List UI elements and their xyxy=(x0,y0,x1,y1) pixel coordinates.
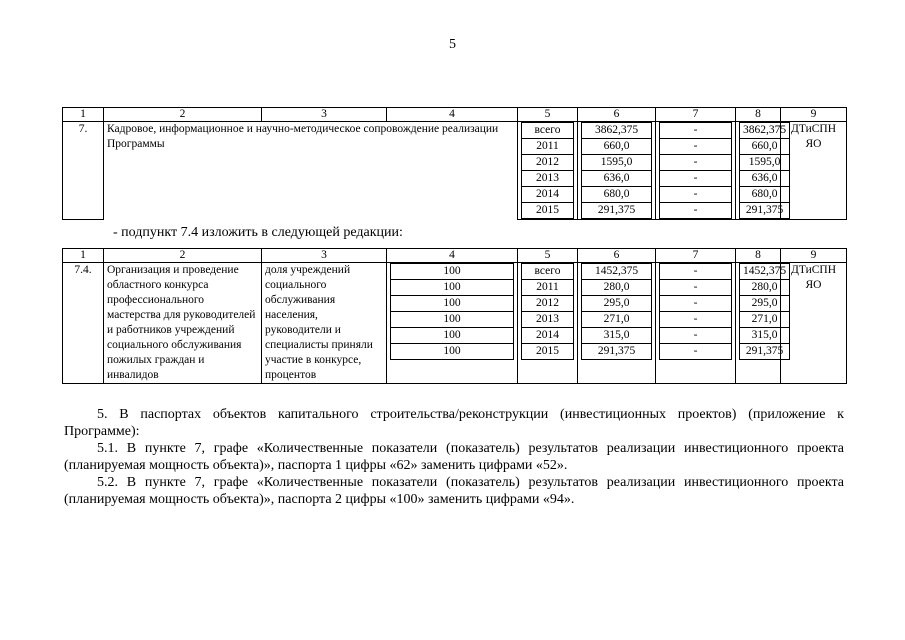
dash: - xyxy=(660,187,732,203)
amount: 3862,375 xyxy=(582,123,652,139)
table-program-item-7 xyxy=(62,107,847,220)
table-program-item-7-4 xyxy=(62,248,847,384)
dash: - xyxy=(660,171,732,187)
year: 2015 xyxy=(522,344,574,360)
col4-cell xyxy=(387,263,518,384)
value: 100 xyxy=(391,296,514,312)
year: всего xyxy=(522,123,574,139)
col-header: 1 xyxy=(63,249,104,263)
year: 2012 xyxy=(522,155,574,171)
col6-cell xyxy=(578,263,656,384)
year: 2011 xyxy=(522,139,574,155)
year: 2012 xyxy=(522,296,574,312)
dash: - xyxy=(660,344,732,360)
amount: 3862,375 xyxy=(740,123,790,139)
amount: 660,0 xyxy=(740,139,790,155)
value: 100 xyxy=(391,344,514,360)
value: 100 xyxy=(391,312,514,328)
item-name: Организация и проведение областного конкурса профессионального мастерства для руководителей и работников учреждений социального обслуживания пожилых граждан и инвалидов xyxy=(104,263,262,384)
year: всего xyxy=(522,264,574,280)
table-row xyxy=(63,263,847,384)
col-header: 4 xyxy=(387,108,518,122)
col-header: 3 xyxy=(262,249,387,263)
amount: 1452,375 xyxy=(740,264,790,280)
amount: 291,375 xyxy=(582,203,652,219)
paragraph-5: 5. В паспортах объектов капитального строительства/реконструкции (инвестиционных проектов) (приложение к Программе): xyxy=(64,407,844,439)
item-name: Кадровое, информационное и научно-методическое сопровождение реализации Программы xyxy=(104,122,518,220)
indicator-text: доля учреждений социального обслуживания населения, руководители и специалисты приняли участие в конкурсе, процентов xyxy=(262,263,387,384)
year: 2014 xyxy=(522,187,574,203)
col-header: 9 xyxy=(781,108,847,122)
amount: 660,0 xyxy=(582,139,652,155)
item-number: 7. xyxy=(63,122,104,220)
year: 2011 xyxy=(522,280,574,296)
amount: 271,0 xyxy=(582,312,652,328)
col-header: 8 xyxy=(736,108,781,122)
amount: 680,0 xyxy=(740,187,790,203)
year: 2014 xyxy=(522,328,574,344)
dash: - xyxy=(660,264,732,280)
col-header: 5 xyxy=(518,249,578,263)
col-header: 1 xyxy=(63,108,104,122)
col-header: 5 xyxy=(518,108,578,122)
amount: 271,0 xyxy=(740,312,790,328)
col-header: 6 xyxy=(578,249,656,263)
col8-cell xyxy=(736,263,787,384)
table-header-row xyxy=(63,249,847,263)
amount: 280,0 xyxy=(582,280,652,296)
amount: 680,0 xyxy=(582,187,652,203)
executor: ДТиСПН ЯО xyxy=(781,263,847,384)
year: 2013 xyxy=(522,312,574,328)
dash: - xyxy=(660,296,732,312)
intro-line: - подпункт 7.4 изложить в следующей редакции: xyxy=(113,225,403,240)
amount: 315,0 xyxy=(740,328,790,344)
amount: 280,0 xyxy=(740,280,790,296)
amount: 291,375 xyxy=(740,344,790,360)
amount: 636,0 xyxy=(740,171,790,187)
col-header: 2 xyxy=(104,249,262,263)
year: 2015 xyxy=(522,203,574,219)
col-header: 2 xyxy=(104,108,262,122)
col-header: 8 xyxy=(736,249,781,263)
dash: - xyxy=(660,312,732,328)
dash: - xyxy=(660,155,732,171)
item-number: 7.4. xyxy=(63,263,104,384)
table-header-row xyxy=(63,108,847,122)
value: 100 xyxy=(391,328,514,344)
col-header: 3 xyxy=(262,108,387,122)
col7-cell xyxy=(656,263,736,384)
page-number: 5 xyxy=(449,37,456,52)
dash: - xyxy=(660,139,732,155)
col-header: 7 xyxy=(656,108,736,122)
value: 100 xyxy=(391,280,514,296)
amount: 1452,375 xyxy=(582,264,652,280)
amount: 1595,0 xyxy=(740,155,790,171)
paragraph-5-1: 5.1. В пункте 7, графе «Количественные показатели (показатель) результатов реализации инвестиционного проекта (планируемая мощность объекта)», паспорта 1 цифры «62» заменить цифрами «52». xyxy=(64,441,844,473)
paragraph-5-2: 5.2. В пункте 7, графе «Количественные показатели (показатель) результатов реализации инвестиционного проекта (планируемая мощность объекта)», паспорта 2 цифры «100» заменить цифрами «94». xyxy=(64,475,844,507)
col-header: 4 xyxy=(387,249,518,263)
years-cell xyxy=(518,263,578,384)
amount: 291,375 xyxy=(582,344,652,360)
col8-cell xyxy=(736,122,787,220)
value: 100 xyxy=(391,264,514,280)
table-row xyxy=(63,122,847,220)
amount: 1595,0 xyxy=(582,155,652,171)
col-header: 9 xyxy=(781,249,847,263)
year: 2013 xyxy=(522,171,574,187)
amount: 636,0 xyxy=(582,171,652,187)
amount: 291,375 xyxy=(740,203,790,219)
col6-cell xyxy=(578,122,656,220)
col7-cell xyxy=(656,122,736,220)
amount: 295,0 xyxy=(740,296,790,312)
dash: - xyxy=(660,328,732,344)
dash: - xyxy=(660,123,732,139)
years-cell xyxy=(518,122,578,220)
col-header: 7 xyxy=(656,249,736,263)
col-header: 6 xyxy=(578,108,656,122)
amount: 315,0 xyxy=(582,328,652,344)
dash: - xyxy=(660,280,732,296)
executor: ДТиСПН ЯО xyxy=(781,122,847,220)
amount: 295,0 xyxy=(582,296,652,312)
dash: - xyxy=(660,203,732,219)
